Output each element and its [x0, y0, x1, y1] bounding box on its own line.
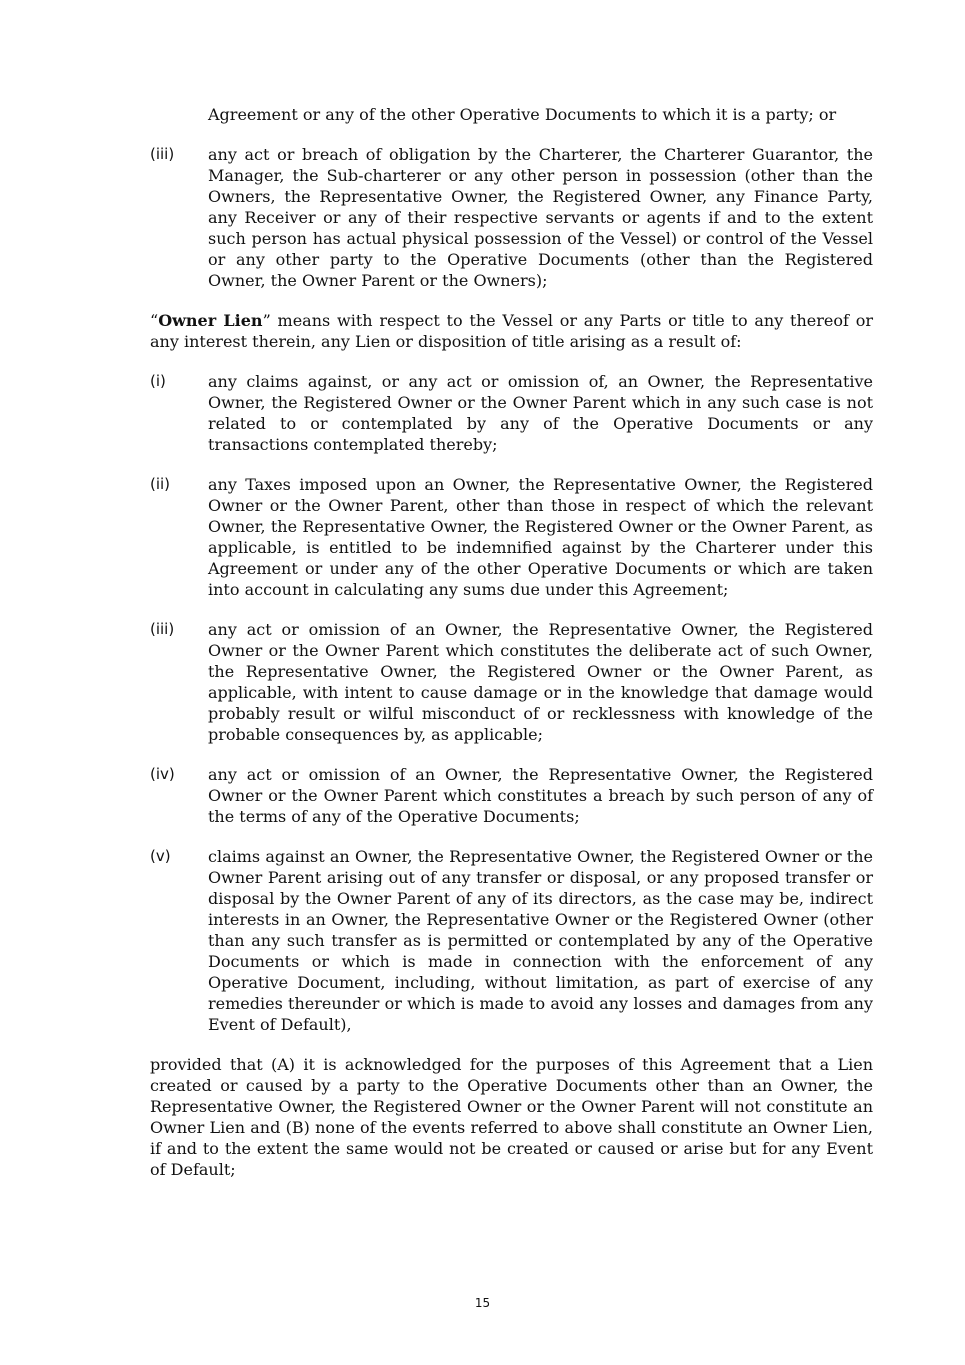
- continuation-paragraph: Agreement or any of the other Operative Documents to which it is a party; or: [208, 105, 837, 124]
- item-text: any act or breach of obligation by the Charterer, the Charterer Guarantor, the Manager, the Sub-charterer or any other person in possession (other than the Owners, the Representative Owner, the Registered Owner, any Finance Party, any Receiver or any of their respective servants or agents if and to the extent such person has actual physical possession of the Vessel) or control of the Vessel or any other party to the Operative Documents (other than the Registered Owner, the Owner Parent or the Owners);: [208, 145, 873, 290]
- item-text: claims against an Owner, the Representative Owner, the Registered Owner or the Owner Parent arising out of any transfer or disposal, or any proposed transfer or disposal by the Owner Parent of any of its directors, as the case may be, indirect interests in an Owner, the Representative Owner or the Registered Owner (other than any such transfer as is permitted or contemplated by any of the Operative Documents or which is made in connection with the enforcement of any Operative Document, including, without limitation, as part of exercise of any remedies thereunder or which is made to avoid any losses and damages from any Event of Default),: [208, 847, 873, 1034]
- document-body: [150, 104, 873, 1180]
- item-number: (iv): [150, 765, 175, 783]
- list-item-ii: [150, 474, 873, 600]
- item-text: any Taxes imposed upon an Owner, the Representative Owner, the Registered Owner or the Owner Parent, other than those in respect of which the relevant Owner, the Representative Owner, the Registered Owner or the Owner Parent, as applicable, is entitled to be indemnified against by the Charterer under this Agreement or under any of the other Operative Documents or which are taken into account in calculating any sums due under this Agreement;: [208, 475, 873, 599]
- item-text: any claims against, or any act or omission of, an Owner, the Representative Owner, the Registered Owner or the Owner Parent which in any such case is not related to or contemplated by any of the Operative Documents or any transactions contemplated thereby;: [208, 372, 873, 454]
- definition-text: means with respect to the Vessel or any Parts or title to any thereof or any interest therein, any Lien or disposition of title arising as a result of:: [150, 311, 873, 351]
- list-item-prev-iii: [150, 144, 873, 291]
- open-quote: “: [150, 311, 159, 330]
- list-item-v: [150, 846, 873, 1035]
- close-quote: ”: [262, 311, 271, 330]
- item-number: (iii): [150, 620, 175, 638]
- item-number: (ii): [150, 475, 171, 493]
- owner-lien-definition: [150, 310, 873, 352]
- item-number: (iii): [150, 145, 175, 163]
- list-item-i: [150, 371, 873, 455]
- item-number: (v): [150, 847, 171, 865]
- proviso-paragraph: provided that (A) it is acknowledged for the purposes of this Agreement that a Lien created or caused by a party to the Operative Documents other than an Owner, the Representative Owner, the Registered Owner or the Owner Parent will not constitute an Owner Lien and (B) none of the events referred to above shall constitute an Owner Lien, if and to the extent the same would not be created or caused or arise but for any Event of Default;: [150, 1055, 873, 1179]
- list-item-iv: [150, 764, 873, 827]
- item-text: any act or omission of an Owner, the Representative Owner, the Registered Owner or the Owner Parent which constitutes a breach by such person of any of the terms of any of the Operative Documents;: [208, 765, 873, 826]
- list-item-iii: [150, 619, 873, 745]
- item-number: (i): [150, 372, 166, 390]
- page-number: 15: [474, 1296, 491, 1310]
- defined-term: Owner Lien: [158, 311, 263, 330]
- item-text: any act or omission of an Owner, the Representative Owner, the Registered Owner or the Owner Parent which constitutes the deliberate act of such Owner, the Representative Owner, the Registered Owner or the Owner Parent, as applicable, with intent to cause damage or in the knowledge that damage would probably result or wilful misconduct of or recklessness with knowledge of the probable consequences by, as applicable;: [208, 620, 873, 744]
